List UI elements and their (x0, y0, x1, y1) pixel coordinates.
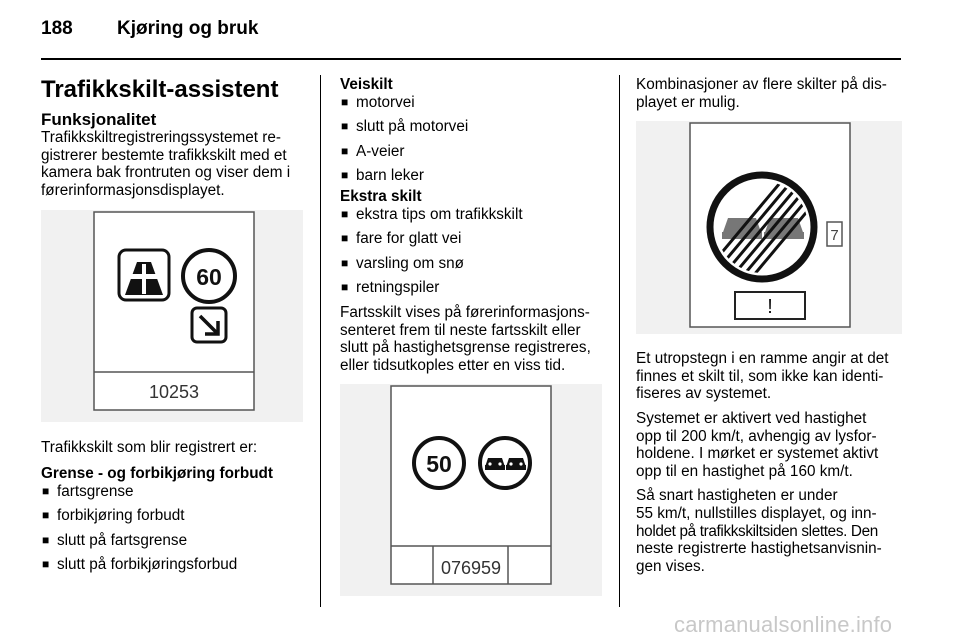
combinations-paragraph: Kombinasjoner av flere skilter på dis- playet er mulig. (636, 76, 887, 111)
list-item: ■ fartsgrense (41, 483, 311, 501)
registered-signs-intro: Trafikkskilt som blir registrert er: (41, 439, 258, 457)
list-item: ■ retningspiler (340, 279, 608, 297)
group-road-signs-heading: Veiskilt (340, 76, 393, 93)
speed-limit-sign-icon (414, 438, 464, 488)
figure-1-number: 10253 (148, 382, 200, 403)
speed-limit-sign-icon (183, 250, 235, 302)
intro-paragraph: Trafikkskiltregistreringssystemet re- gistrerer bestemte trafikkskilt med et kamera bak frontruten og viser dem i førerinformasjonsdisplayet. (41, 129, 291, 199)
figure-2-number: 076959 (440, 558, 502, 579)
list-item: ■ slutt på forbikjøringsforbud (41, 556, 311, 574)
list-item: ■ motorvei (340, 94, 608, 112)
group-speed-overtaking-heading: Grense - og forbikjøring forbudt (41, 464, 273, 482)
direction-arrow-icon (192, 308, 226, 342)
list-item: ■ slutt på fartsgrense (41, 532, 311, 550)
column-2 (340, 76, 608, 596)
chapter-title: Kjøring og bruk (117, 18, 259, 39)
list-item: ■ forbikjøring forbudt (41, 507, 311, 525)
motorway-sign-icon (119, 250, 169, 300)
exclamation-paragraph: Et utropstegn i en ramme angir at det finnes et skilt til, som ikke kan identi- fiseres av systemet. (636, 350, 889, 403)
header-rule (41, 58, 901, 60)
figure-display-signs (41, 210, 303, 422)
column-divider-2 (619, 75, 620, 607)
exclamation-mark: ! (767, 296, 773, 319)
list-item: ■ slutt på motorvei (340, 118, 608, 136)
supplementary-sign-label: 7 (830, 227, 839, 245)
group-extra-signs-heading: Ekstra skilt (340, 187, 422, 205)
reset-paragraph: Så snart hastigheten er under 55 km/t, nullstilles displayet, og inn- holdet på trafikkskiltsiden slettes. Den neste registrerte hastighetsanvisnin- gen vises. (636, 487, 882, 575)
subsection-title: Funksjonalitet (41, 110, 157, 129)
list-item: ■ varsling om snø (340, 255, 608, 273)
section-title: Trafikkskilt-assistent (41, 76, 279, 103)
watermark: carmanualsonline.info (674, 612, 893, 637)
supplementary-sign-icon (827, 222, 842, 246)
figure-display-speed-overtaking (340, 384, 602, 596)
column-3 (636, 76, 902, 575)
list-item: ■ A-veier (340, 143, 608, 161)
speed-sign-value: 60 (196, 264, 222, 291)
list-item: ■ fare for glatt vei (340, 230, 608, 248)
list-item: ■ barn leker (340, 167, 608, 185)
activation-paragraph: Systemet er aktivert ved hastighet opp til 200 km/t, avhengig av lysfor- holdene. I mørket er systemet aktivt opp til en hastighet på 160 km/t. (636, 409, 879, 480)
column-divider-1 (320, 75, 321, 607)
speed-sign-value: 50 (426, 451, 452, 478)
no-overtaking-sign-icon (480, 438, 530, 488)
unidentified-sign-indicator (735, 292, 805, 319)
page-number: 188 (41, 18, 73, 39)
column-1 (41, 76, 311, 581)
speed-sign-paragraph: Fartsskilt vises på førerinformasjons- senteret frem til neste fartsskilt eller slutt på hastighetsgrense registreres, eller tidsutkoples etter en viss tid. (340, 303, 591, 374)
figure-end-of-overtaking (636, 121, 902, 334)
list-item: ■ ekstra tips om trafikkskilt (340, 206, 608, 224)
